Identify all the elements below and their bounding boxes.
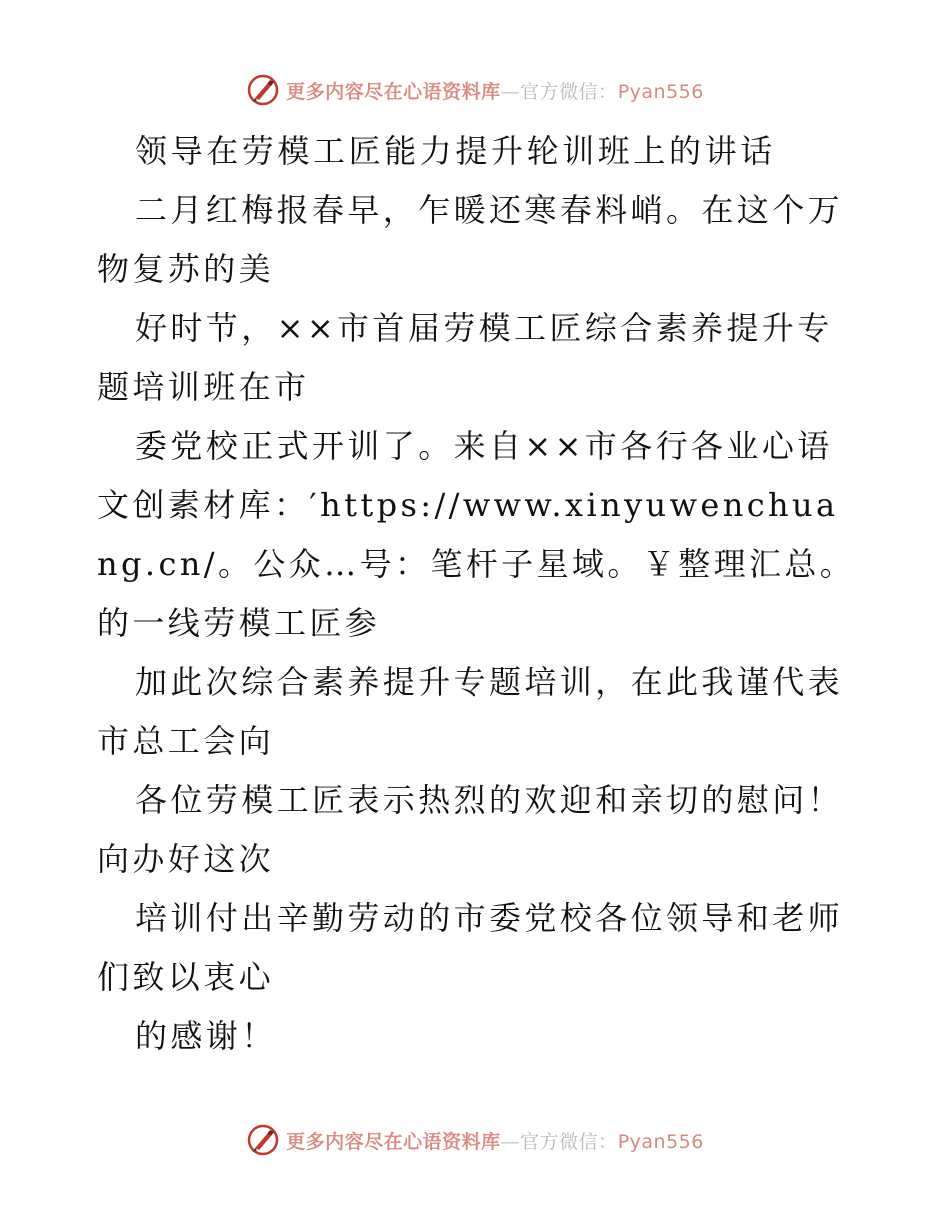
banner-wechat-id: Pyan556 — [617, 80, 704, 103]
document-body — [97, 122, 857, 1066]
paragraph: 培训付出辛勤劳动的市委党校各位领导和老师们致以衷心 — [97, 899, 844, 996]
banner-tail: 官方微信： — [520, 1130, 618, 1153]
banner-dash: — — [500, 80, 521, 103]
banner-text — [286, 77, 704, 104]
header-banner — [0, 70, 950, 110]
footer-banner — [0, 1120, 950, 1160]
banner-wechat-id: Pyan556 — [617, 1130, 704, 1153]
banner-lead: 更多内容尽在心语资料库 — [286, 80, 501, 103]
banner-tail: 官方微信： — [520, 80, 618, 103]
banner-lead: 更多内容尽在心语资料库 — [286, 1130, 501, 1153]
paragraph: 委党校正式开训了。来自××市各行各业心语文创素材库：′https://www.xinyuwenchuang.cn/。公众…号：笔杆子星域。￥整理汇总。的一线劳模工匠参 — [97, 427, 856, 642]
banner-dash: — — [500, 1130, 521, 1153]
paragraph: 各位劳模工匠表示热烈的欢迎和亲切的慰问！向办好这次 — [97, 781, 844, 878]
pen-logo-icon — [246, 1123, 280, 1157]
paragraph: 二月红梅报春早，乍暖还寒春料峭。在这个万物复苏的美 — [97, 191, 844, 288]
banner-text — [286, 1127, 704, 1154]
pen-logo-icon — [246, 73, 280, 107]
paragraph: 加此次综合素养提升专题培训，在此我谨代表市总工会向 — [97, 663, 844, 760]
paragraph: 的感谢！ — [135, 1017, 277, 1055]
paragraph: 好时节，××市首届劳模工匠综合素养提升专题培训班在市 — [97, 309, 833, 406]
document-title: 领导在劳模工匠能力提升轮训班上的讲话 — [135, 132, 776, 170]
